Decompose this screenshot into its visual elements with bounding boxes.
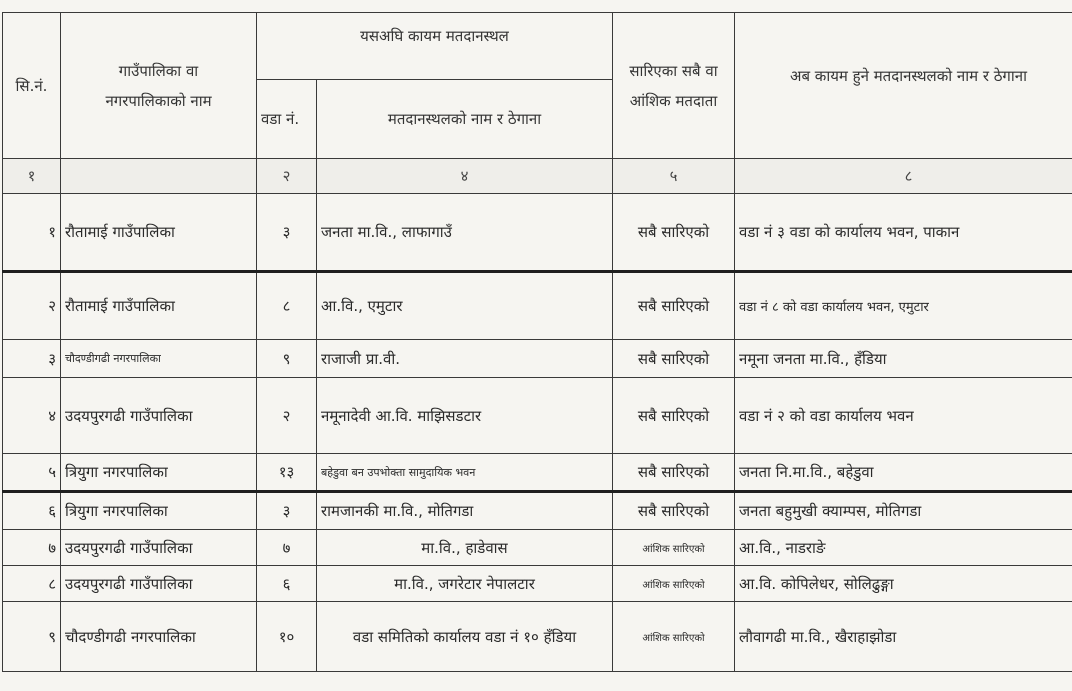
new-station-cell: नमूना जनता मा.वि., हँडिया [735,340,1072,378]
table-row [3,530,1072,566]
serial-cell: ८ [3,566,61,602]
municipality-cell: त्रियुगा नगरपालिका [61,492,257,530]
header-ward: वडा नं. [257,80,317,159]
old-station-cell: मा.वि., हाडेवास [317,530,613,566]
voters-cell: सबै सारिएको [613,378,735,454]
table-row [3,378,1072,454]
column-number: १ [3,159,61,194]
table-row [3,194,1072,272]
municipality-cell: रौतामाई गाउँपालिका [61,272,257,340]
header-old-station-group: यसअघि कायम मतदानस्थल [257,13,613,80]
new-station-cell: वडा नं ८ को वडा कार्यालय भवन, एमुटार [735,272,1072,340]
old-station-cell: रामजानकी मा.वि., मोतिगडा [317,492,613,530]
old-station-cell: राजाजी प्रा.वी. [317,340,613,378]
column-number: २ [257,159,317,194]
column-number-row [3,159,1072,194]
ward-cell: ७ [257,530,317,566]
table-row [3,340,1072,378]
column-number [61,159,257,194]
header-serial: सि.नं. [3,13,61,159]
header-old-station-name: मतदानस्थलको नाम र ठेगाना [317,80,613,159]
municipality-cell: उदयपुरगढी गाउँपालिका [61,378,257,454]
serial-cell: २ [3,272,61,340]
new-station-cell: जनता नि.मा.वि., बहेडुवा [735,454,1072,492]
voters-cell: आंशिक सारिएको [613,602,735,672]
municipality-cell: उदयपुरगढी गाउँपालिका [61,566,257,602]
header-new-station: अब कायम हुने मतदानस्थलको नाम र ठेगाना [735,13,1072,159]
serial-cell: ७ [3,530,61,566]
serial-cell: ६ [3,492,61,530]
polling-station-table [2,12,1072,672]
serial-cell: १ [3,194,61,272]
municipality-cell: चौदण्डीगढी नगरपालिका [61,340,257,378]
serial-cell: ४ [3,378,61,454]
ward-cell: २ [257,378,317,454]
old-station-cell: आ.वि., एमुटार [317,272,613,340]
municipality-cell: चौदण्डीगढी नगरपालिका [61,602,257,672]
column-number: ५ [613,159,735,194]
header-voters: सारिएका सबै वा आंशिक मतदाता [613,13,735,159]
header-municipality: गाउँपालिका वा नगरपालिकाको नाम [61,13,257,159]
ward-cell: ३ [257,194,317,272]
table-row [3,492,1072,530]
column-number: ४ [317,159,613,194]
voters-cell: सबै सारिएको [613,194,735,272]
new-station-cell: वडा नं २ को वडा कार्यालय भवन [735,378,1072,454]
new-station-cell: वडा नं ३ वडा को कार्यालय भवन, पाकान [735,194,1072,272]
voters-cell: सबै सारिएको [613,492,735,530]
table-row [3,566,1072,602]
old-station-cell: नमूनादेवी आ.वि. माझिसडटार [317,378,613,454]
ward-cell: ९ [257,340,317,378]
ward-cell: ६ [257,566,317,602]
new-station-cell: लौवागढी मा.वि., खैराहाझोडा [735,602,1072,672]
serial-cell: ३ [3,340,61,378]
new-station-cell: आ.वि. कोपिलेधर, सोलिढुङ्गा [735,566,1072,602]
voters-cell: सबै सारिएको [613,454,735,492]
municipality-cell: उदयपुरगढी गाउँपालिका [61,530,257,566]
new-station-cell: जनता बहुमुखी क्याम्पस, मोतिगडा [735,492,1072,530]
ward-cell: ३ [257,492,317,530]
ward-cell: ८ [257,272,317,340]
table-row [3,272,1072,340]
voters-cell: आंशिक सारिएको [613,530,735,566]
municipality-cell: रौतामाई गाउँपालिका [61,194,257,272]
old-station-cell: बहेडुवा बन उपभोक्ता सामुदायिक भवन [317,454,613,492]
ward-cell: १३ [257,454,317,492]
table-row [3,454,1072,492]
ward-cell: १० [257,602,317,672]
serial-cell: ५ [3,454,61,492]
voters-cell: आंशिक सारिएको [613,566,735,602]
table-row [3,602,1072,672]
old-station-cell: मा.वि., जगरेटार नेपालटार [317,566,613,602]
old-station-cell: वडा समितिको कार्यालय वडा नं १० हँडिया [317,602,613,672]
serial-cell: ९ [3,602,61,672]
old-station-cell: जनता मा.वि., लाफागाउँ [317,194,613,272]
voters-cell: सबै सारिएको [613,340,735,378]
municipality-cell: त्रियुगा नगरपालिका [61,454,257,492]
voters-cell: सबै सारिएको [613,272,735,340]
column-number: ८ [735,159,1072,194]
new-station-cell: आ.वि., नाडराङे [735,530,1072,566]
